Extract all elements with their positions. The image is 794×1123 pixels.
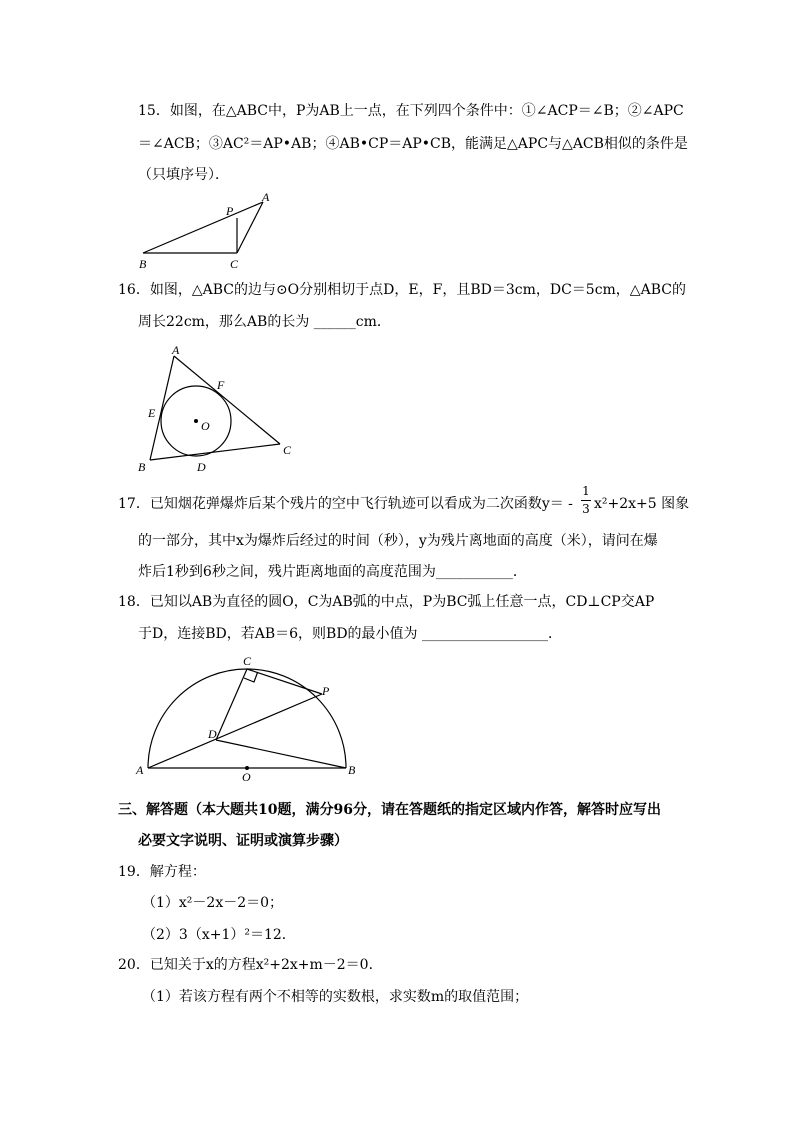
q20-part-1: （1）若该方程有两个不相等的实数根，求实数m的取值范围；: [142, 989, 529, 1005]
q17-fraction-numerator: 1: [582, 484, 590, 498]
q15-triangle-figure: [130, 190, 280, 270]
q15-label-a: A: [262, 190, 270, 204]
q17-line-2: 的一部分，其中x为爆炸后经过的时间（秒），y为残片离地面的高度（米），请问在爆: [138, 533, 658, 549]
q15-label-b: B: [139, 257, 147, 271]
q16-line-1: 16．如图，△ABC的边与⊙O分别相切于点D，E，F，且BD＝3cm，DC＝5cm，△ABC的: [118, 282, 686, 298]
q16-incircle-figure: [130, 340, 300, 475]
q15-line-2: ＝∠ACB；③AC²＝AP•AB；④AB•CP＝AP•CB，能满足△APC与△ACB相似的条件是: [138, 136, 688, 152]
q18-label-p: P: [322, 684, 330, 698]
q18-semicircle-figure: [130, 650, 370, 785]
q17-fraction-denominator: 3: [582, 502, 590, 516]
q18-line-2: 于D，连接BD，若AB＝6，则BD的最小值为 __________________．: [138, 626, 563, 642]
q16-center-dot: [194, 419, 198, 423]
q15-label-p: P: [226, 204, 234, 218]
q15-line-3: （只填序号）．: [138, 167, 229, 183]
q19-part-2: （2）3（x+1）²＝12．: [142, 927, 296, 943]
q20-title: 20．已知关于x的方程x²+2x+m－2＝0．: [118, 957, 383, 973]
section-3-heading-line-1: 三、解答题（本大题共10题，满分96分，请在答题纸的指定区域内作答，解答时应写出: [118, 802, 661, 818]
q16-label-b: B: [138, 460, 146, 474]
q19-title: 19．解方程：: [118, 864, 206, 880]
q17-line-1-tail: x²+2x+5 图象: [594, 496, 690, 512]
q18-label-d: D: [208, 727, 217, 741]
q16-label-f: F: [217, 378, 225, 392]
q18-label-c: C: [243, 654, 252, 668]
q18-label-a: A: [136, 763, 144, 777]
q16-label-o: O: [201, 419, 210, 433]
section-3-heading-line-2: 必要文字说明、证明或演算步骤）: [138, 833, 348, 849]
q18-label-b: B: [348, 763, 356, 777]
q16-label-c: C: [283, 443, 292, 457]
q17-line-1: 17．已知烟花弹爆炸后某个残片的空中飞行轨迹可以看成为二次函数y＝ -: [118, 496, 573, 512]
q16-label-e: E: [148, 406, 156, 420]
q15-label-c: C: [230, 257, 239, 271]
q16-label-a: A: [172, 343, 180, 357]
q16-label-d: D: [197, 460, 206, 474]
q18-line-1: 18．已知以AB为直径的圆O，C为AB弧的中点，P为BC弧上任意一点，CD⊥CP交AP: [118, 594, 655, 610]
q16-line-2: 周长22cm，那么AB的长为 ______cm．: [138, 314, 391, 330]
q18-label-o: O: [242, 770, 251, 784]
q17-fraction-bar: [581, 500, 591, 501]
q17-line-3: 炸后1秒到6秒之间，残片距离地面的高度范围为___________．: [138, 564, 527, 580]
q19-part-1: （1）x²－2x－2＝0；: [142, 895, 284, 911]
q15-line-1: 15．如图，在△ABC中，P为AB上一点，在下列四个条件中：①∠ACP＝∠B；②∠APC: [138, 103, 684, 119]
